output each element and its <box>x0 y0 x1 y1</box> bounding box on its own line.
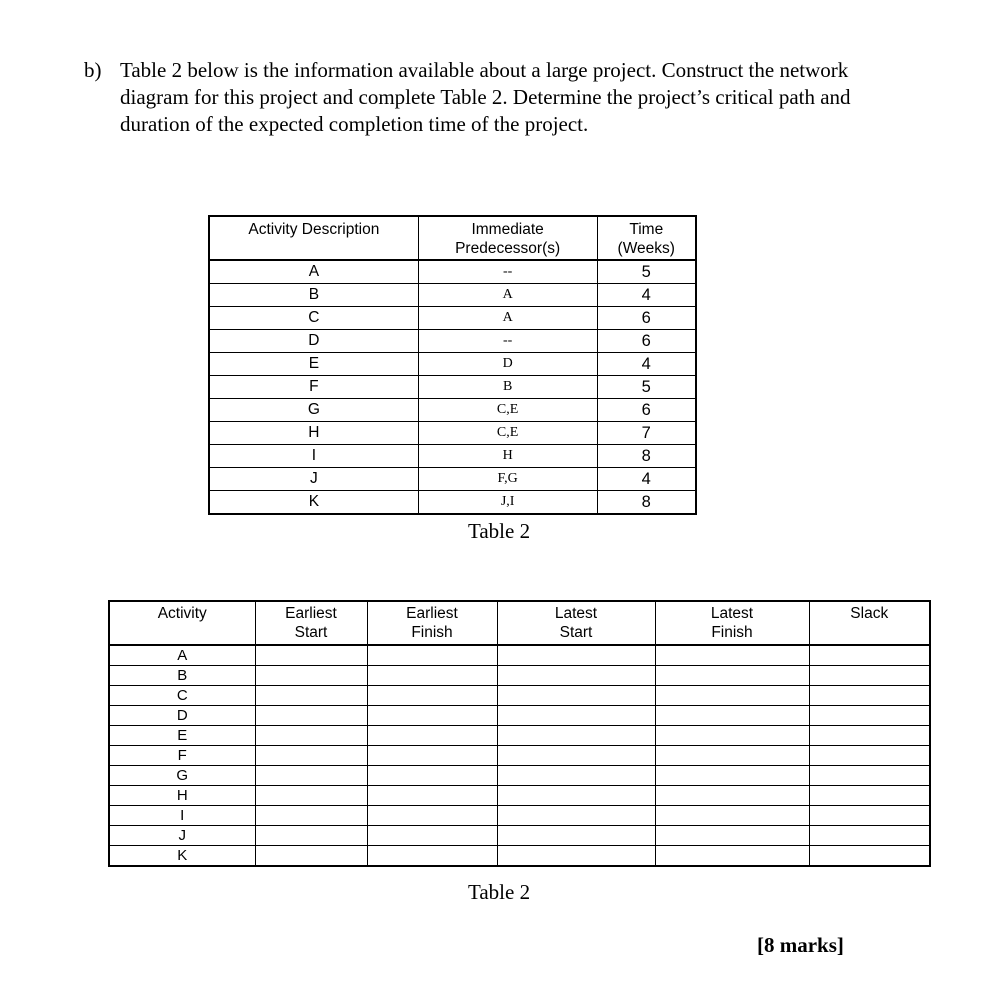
earliest-start-cell[interactable] <box>255 806 367 826</box>
earliest-start-cell[interactable] <box>255 686 367 706</box>
activity-cell: E <box>209 353 418 376</box>
slack-cell[interactable] <box>809 846 930 867</box>
earliest-start-cell[interactable] <box>255 706 367 726</box>
schedule-row <box>109 846 930 867</box>
table1-caption: Table 2 <box>468 519 531 543</box>
schedule-activity-cell: J <box>109 826 255 846</box>
time-cell: 6 <box>597 330 696 353</box>
header-immediate-predecessors: Immediate Predecessor(s) <box>418 216 597 260</box>
activity-row <box>209 468 696 491</box>
activity-row <box>209 376 696 399</box>
earliest-start-cell[interactable] <box>255 645 367 666</box>
latest-start-cell[interactable] <box>497 746 655 766</box>
slack-cell[interactable] <box>809 726 930 746</box>
activity-row <box>209 284 696 307</box>
activity-cell: C <box>209 307 418 330</box>
predecessor-cell: -- <box>418 260 597 284</box>
activity-row <box>209 307 696 330</box>
time-cell: 5 <box>597 376 696 399</box>
slack-cell[interactable] <box>809 706 930 726</box>
earliest-finish-cell[interactable] <box>367 666 497 686</box>
latest-finish-cell[interactable] <box>655 686 809 706</box>
question-b <box>84 57 864 138</box>
schedule-row <box>109 766 930 786</box>
schedule-row <box>109 666 930 686</box>
table2-caption: Table 2 <box>468 880 531 904</box>
earliest-finish-cell[interactable] <box>367 786 497 806</box>
schedule-activity-cell: I <box>109 806 255 826</box>
activity-row <box>209 491 696 515</box>
predecessor-cell: J,I <box>418 491 597 515</box>
latest-start-cell[interactable] <box>497 766 655 786</box>
earliest-finish-cell[interactable] <box>367 746 497 766</box>
earliest-start-cell[interactable] <box>255 846 367 867</box>
predecessor-cell: A <box>418 307 597 330</box>
schedule-row <box>109 826 930 846</box>
header-latest-finish: Latest Finish <box>655 601 809 645</box>
schedule-row <box>109 686 930 706</box>
schedule-activity-cell: B <box>109 666 255 686</box>
earliest-finish-cell[interactable] <box>367 846 497 867</box>
earliest-finish-cell[interactable] <box>367 806 497 826</box>
schedule-activity-cell: F <box>109 746 255 766</box>
activity-cell: B <box>209 284 418 307</box>
latest-finish-cell[interactable] <box>655 746 809 766</box>
slack-cell[interactable] <box>809 766 930 786</box>
activity-row <box>209 353 696 376</box>
header-earliest-finish: Earliest Finish <box>367 601 497 645</box>
latest-finish-cell[interactable] <box>655 806 809 826</box>
predecessor-cell: C,E <box>418 422 597 445</box>
predecessor-cell: H <box>418 445 597 468</box>
earliest-start-cell[interactable] <box>255 786 367 806</box>
slack-cell[interactable] <box>809 666 930 686</box>
predecessor-cell: F,G <box>418 468 597 491</box>
earliest-start-cell[interactable] <box>255 666 367 686</box>
schedule-activity-cell: H <box>109 786 255 806</box>
slack-cell[interactable] <box>809 806 930 826</box>
latest-start-cell[interactable] <box>497 786 655 806</box>
activity-table <box>208 215 697 515</box>
latest-finish-cell[interactable] <box>655 666 809 686</box>
schedule-activity-cell: G <box>109 766 255 786</box>
latest-start-cell[interactable] <box>497 686 655 706</box>
time-cell: 8 <box>597 491 696 515</box>
earliest-finish-cell[interactable] <box>367 766 497 786</box>
time-cell: 8 <box>597 445 696 468</box>
activity-cell: A <box>209 260 418 284</box>
latest-start-cell[interactable] <box>497 826 655 846</box>
activity-cell: K <box>209 491 418 515</box>
predecessor-cell: -- <box>418 330 597 353</box>
activity-row <box>209 260 696 284</box>
latest-finish-cell[interactable] <box>655 786 809 806</box>
schedule-activity-cell: A <box>109 645 255 666</box>
schedule-row <box>109 806 930 826</box>
latest-start-cell[interactable] <box>497 806 655 826</box>
time-cell: 4 <box>597 353 696 376</box>
activity-row <box>209 330 696 353</box>
slack-cell[interactable] <box>809 645 930 666</box>
header-slack: Slack <box>809 601 930 645</box>
question-label: b) <box>84 58 102 82</box>
latest-finish-cell[interactable] <box>655 826 809 846</box>
activity-table-header <box>209 216 696 260</box>
schedule-row <box>109 726 930 746</box>
activity-cell: D <box>209 330 418 353</box>
slack-cell[interactable] <box>809 786 930 806</box>
activity-cell: G <box>209 399 418 422</box>
slack-cell[interactable] <box>809 746 930 766</box>
predecessor-cell: C,E <box>418 399 597 422</box>
activity-cell: I <box>209 445 418 468</box>
earliest-finish-cell[interactable] <box>367 706 497 726</box>
earliest-start-cell[interactable] <box>255 826 367 846</box>
schedule-row <box>109 786 930 806</box>
activity-cell: J <box>209 468 418 491</box>
earliest-finish-cell[interactable] <box>367 645 497 666</box>
activity-row <box>209 399 696 422</box>
activity-cell: F <box>209 376 418 399</box>
earliest-start-cell[interactable] <box>255 766 367 786</box>
time-cell: 6 <box>597 399 696 422</box>
activity-row <box>209 445 696 468</box>
header-earliest-start: Earliest Start <box>255 601 367 645</box>
earliest-finish-cell[interactable] <box>367 726 497 746</box>
activity-cell: H <box>209 422 418 445</box>
slack-cell[interactable] <box>809 686 930 706</box>
schedule-activity-cell: C <box>109 686 255 706</box>
schedule-table <box>108 600 931 867</box>
time-cell: 4 <box>597 284 696 307</box>
header-activity-description: Activity Description <box>209 216 418 260</box>
activity-row <box>209 422 696 445</box>
schedule-activity-cell: E <box>109 726 255 746</box>
latest-start-cell[interactable] <box>497 666 655 686</box>
time-cell: 5 <box>597 260 696 284</box>
header-latest-start: Latest Start <box>497 601 655 645</box>
schedule-activity-cell: D <box>109 706 255 726</box>
schedule-row <box>109 746 930 766</box>
latest-start-cell[interactable] <box>497 726 655 746</box>
predecessor-cell: D <box>418 353 597 376</box>
latest-start-cell[interactable] <box>497 706 655 726</box>
latest-start-cell[interactable] <box>497 846 655 867</box>
latest-finish-cell[interactable] <box>655 645 809 666</box>
marks-label: [8 marks] <box>757 933 844 957</box>
schedule-row <box>109 645 930 666</box>
schedule-row <box>109 706 930 726</box>
earliest-finish-cell[interactable] <box>367 826 497 846</box>
time-cell: 4 <box>597 468 696 491</box>
predecessor-cell: A <box>418 284 597 307</box>
latest-finish-cell[interactable] <box>655 706 809 726</box>
header-time-weeks: Time (Weeks) <box>597 216 696 260</box>
header-activity: Activity <box>109 601 255 645</box>
schedule-activity-cell: K <box>109 846 255 867</box>
latest-finish-cell[interactable] <box>655 726 809 746</box>
earliest-finish-cell[interactable] <box>367 686 497 706</box>
time-cell: 6 <box>597 307 696 330</box>
earliest-start-cell[interactable] <box>255 746 367 766</box>
predecessor-cell: B <box>418 376 597 399</box>
latest-start-cell[interactable] <box>497 645 655 666</box>
question-text: Table 2 below is the information available about a large project. Construct the network diagram for this project and complete Table 2. Determine the project’s critical path and duration of the expected completion time of the project. <box>120 58 851 136</box>
schedule-table-header <box>109 601 930 645</box>
slack-cell[interactable] <box>809 826 930 846</box>
latest-finish-cell[interactable] <box>655 846 809 867</box>
latest-finish-cell[interactable] <box>655 766 809 786</box>
earliest-start-cell[interactable] <box>255 726 367 746</box>
time-cell: 7 <box>597 422 696 445</box>
